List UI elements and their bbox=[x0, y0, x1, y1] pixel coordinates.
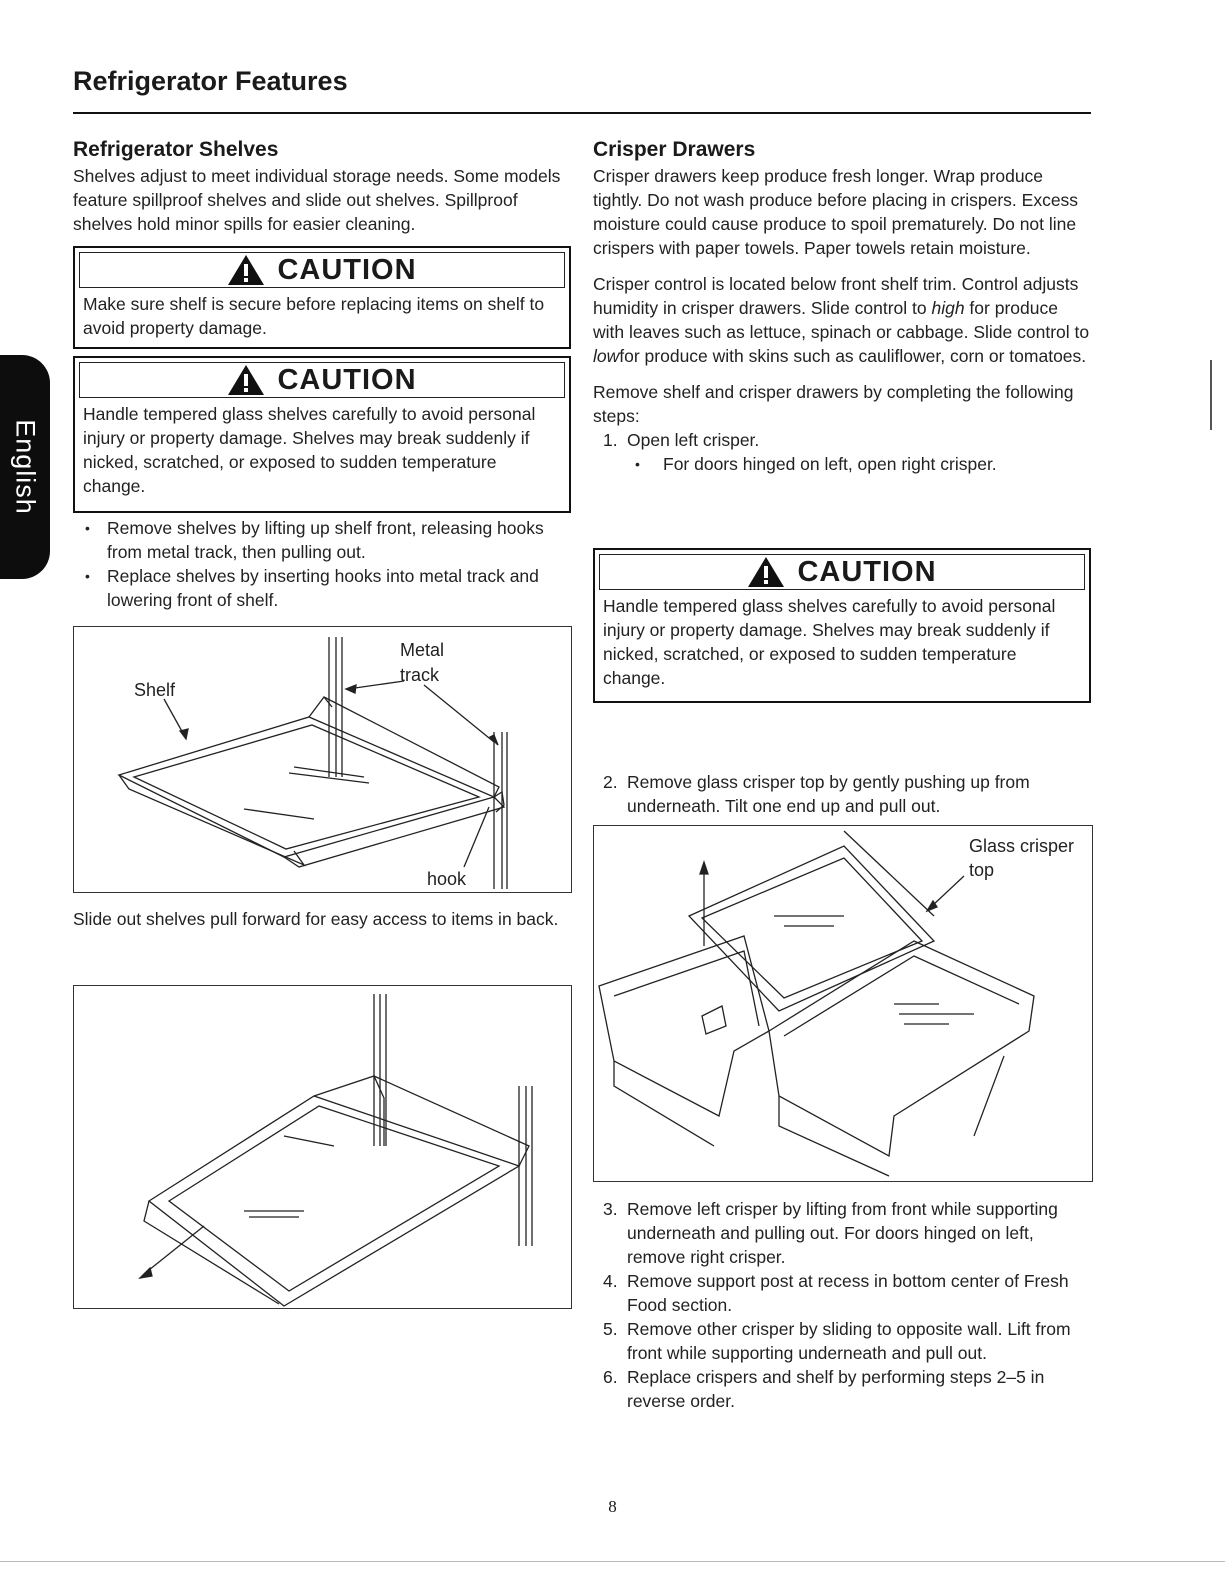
step-text: Replace crispers and shelf by performing steps 2–5 in reverse order. bbox=[627, 1367, 1045, 1411]
list-item bbox=[593, 1365, 1093, 1413]
refrigerator-shelves-heading: Refrigerator Shelves bbox=[73, 138, 279, 161]
figure-label-top: top bbox=[969, 860, 995, 880]
step-number: 4. bbox=[603, 1271, 618, 1291]
para-text: for produce with skins such as cauliflower, corn or tomatoes. bbox=[619, 346, 1087, 366]
crisper-step-2 bbox=[593, 770, 1093, 818]
caution-box-2 bbox=[73, 356, 571, 513]
setting-low: low bbox=[593, 346, 620, 366]
caution-header bbox=[599, 554, 1085, 590]
caution-label: CAUTION bbox=[277, 253, 417, 286]
language-tab bbox=[0, 355, 50, 579]
setting-high: high bbox=[931, 298, 965, 318]
crisper-para-2 bbox=[593, 272, 1093, 368]
para-text: Crisper control is located below front shelf trim. Control adjusts humidity in crisper drawers. Slide control to bbox=[593, 274, 1079, 318]
page-edge-mark bbox=[1210, 360, 1212, 430]
caution-box-3 bbox=[593, 548, 1091, 703]
crisper-figure bbox=[593, 825, 1093, 1182]
figure-label-shelf: Shelf bbox=[134, 680, 176, 700]
figure-label-track: track bbox=[400, 665, 440, 685]
crisper-para-1: Crisper drawers keep produce fresh longer. Wrap produce tightly. Do not wash produce before placing in crispers. Excess moisture could cause produce to spoil prematurely. Do not line crispers with paper towels. Paper towels retain moisture. bbox=[593, 166, 1079, 258]
caution-header bbox=[79, 362, 565, 398]
caution-text: Make sure shelf is secure before replacing items on shelf to avoid property damage. bbox=[83, 294, 545, 338]
title-rule bbox=[73, 112, 1091, 114]
left-column bbox=[73, 138, 573, 236]
shelves-intro: Shelves adjust to meet individual storage needs. Some models feature spillproof shelves and slide out shelves. Spillproof shelves hold minor spills for easier cleaning. bbox=[73, 166, 561, 234]
scan-edge-line bbox=[0, 1561, 1225, 1562]
caution-label: CAUTION bbox=[277, 363, 417, 396]
shelf-instructions-list bbox=[73, 516, 573, 612]
crisper-steps-3-6 bbox=[593, 1197, 1093, 1413]
caution-box-1 bbox=[73, 246, 571, 349]
caution-text: Handle tempered glass shelves carefully to avoid personal injury or property damage. Shelves may break suddenly if nicked, scratched, or exposed to sudden temperature change. bbox=[83, 404, 536, 496]
language-tab-label: English bbox=[10, 419, 41, 515]
crisper-steps-list bbox=[593, 428, 1093, 452]
list-item: • Remove shelves by lifting up shelf front, releasing hooks from metal track, then pulling out. bbox=[73, 516, 573, 564]
page-title: Refrigerator Features bbox=[73, 66, 348, 96]
crisper-illustration bbox=[594, 826, 1092, 1181]
caution-text: Handle tempered glass shelves carefully to avoid personal injury or property damage. Shelves may break suddenly if nicked, scratched, or exposed to sudden temperature change. bbox=[603, 596, 1056, 688]
figure-label-hook: hook bbox=[427, 869, 467, 889]
crisper-drawers-heading: Crisper Drawers bbox=[593, 138, 756, 161]
warning-triangle-icon bbox=[227, 364, 265, 396]
step-number: 3. bbox=[603, 1199, 618, 1219]
figure-label-metal: Metal bbox=[400, 640, 445, 660]
list-item bbox=[593, 1317, 1093, 1365]
warning-triangle-icon bbox=[227, 254, 265, 286]
page-number: 8 bbox=[608, 1497, 617, 1516]
para-text: for produce with leaves such as lettuce, spinach or cabbage. Slide control to bbox=[593, 298, 1090, 342]
list-item bbox=[593, 1197, 1093, 1269]
slide-out-shelf-illustration bbox=[74, 986, 571, 1308]
step-1-sub-bullet: • For doors hinged on left, open right crisper. bbox=[593, 452, 1093, 476]
slide-out-text: Slide out shelves pull forward for easy access to items in back. bbox=[73, 909, 559, 929]
slide-out-shelf-figure bbox=[73, 985, 572, 1309]
list-item: 1. Open left crisper. bbox=[603, 430, 760, 450]
caution-header bbox=[79, 252, 565, 288]
shelf-track-figure bbox=[73, 626, 572, 893]
caution-label: CAUTION bbox=[797, 555, 937, 588]
crisper-para-3: Remove shelf and crisper drawers by completing the following steps: bbox=[593, 382, 1074, 426]
shelf-illustration bbox=[74, 627, 571, 892]
right-column bbox=[593, 138, 1093, 476]
step-text: Remove support post at recess in bottom center of Fresh Food section. bbox=[627, 1271, 1069, 1315]
step-number: 5. bbox=[603, 1319, 618, 1339]
list-item bbox=[593, 1269, 1093, 1317]
step-text: Remove left crisper by lifting from front while supporting underneath and pulling out. For doors hinged on left, remove right crisper. bbox=[627, 1199, 1058, 1267]
step-text: Remove glass crisper top by gently pushing up from underneath. Tilt one end up and pull out. bbox=[627, 772, 1030, 816]
list-item: • Replace shelves by inserting hooks into metal track and lowering front of shelf. bbox=[73, 564, 573, 612]
step-text: Remove other crisper by sliding to opposite wall. Lift from front while supporting underneath and pull out. bbox=[627, 1319, 1071, 1363]
list-item: 2. Remove glass crisper top by gently pushing up from underneath. Tilt one end up and pull out. bbox=[603, 772, 1030, 816]
step-text: Open left crisper. bbox=[627, 430, 760, 450]
warning-triangle-icon bbox=[747, 556, 785, 588]
step-number: 6. bbox=[603, 1367, 618, 1387]
figure-label-glass-crisper: Glass crisper bbox=[969, 836, 1075, 856]
